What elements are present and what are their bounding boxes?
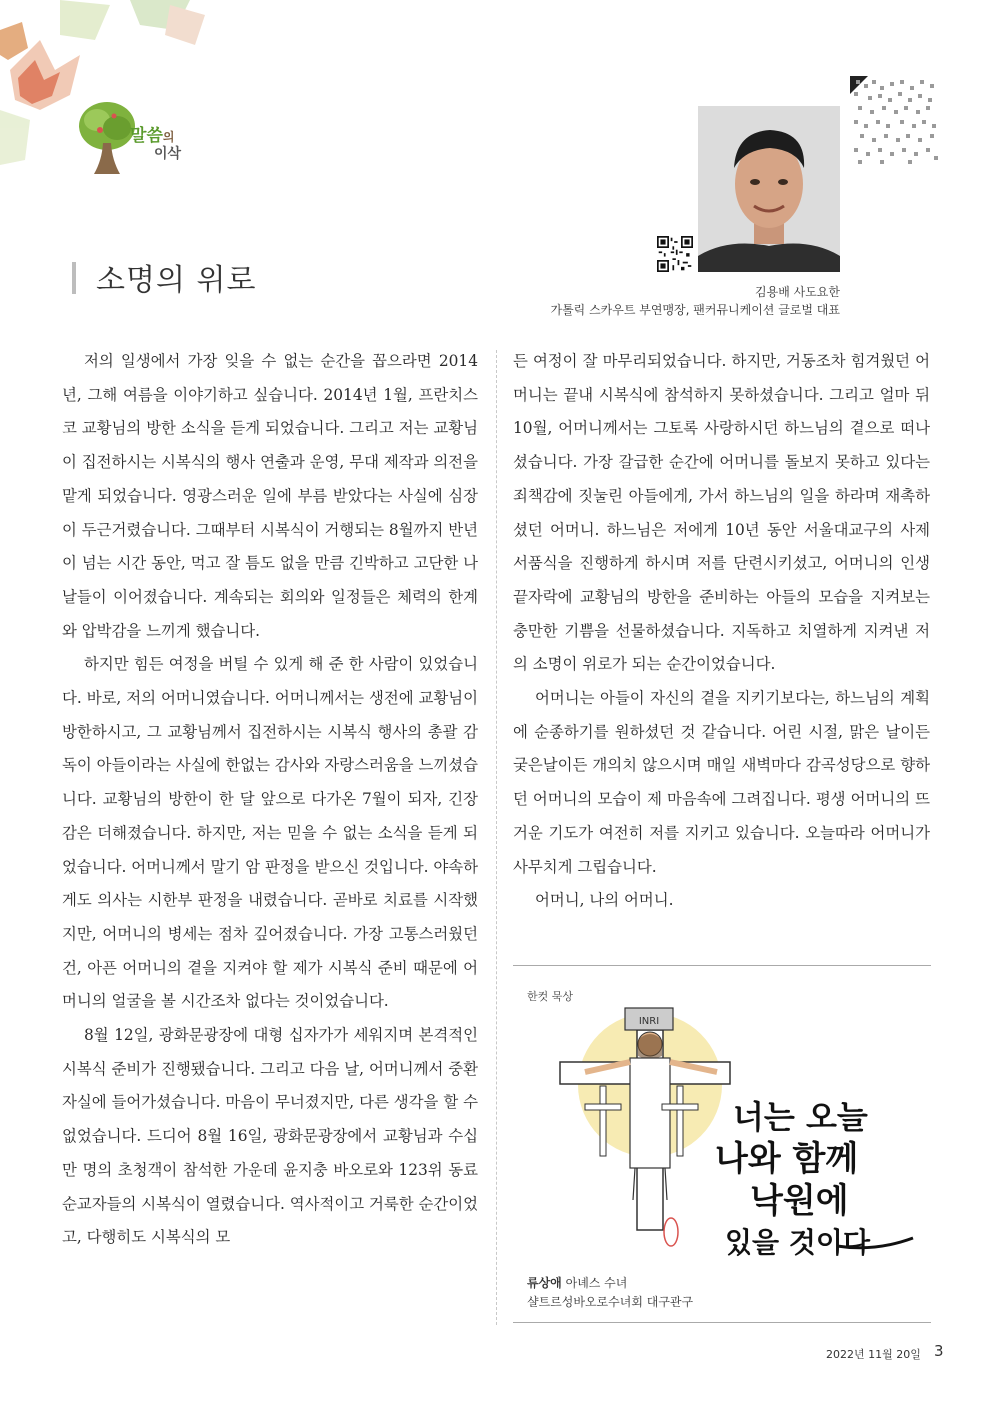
paragraph: 8월 12일, 광화문광장에 대형 십자가가 세워지며 본격적인 시복식 준비가 진행됐습니다. 그리고 다음 날, 어머니께서 중환자실에 들어가셨습니다. 마음이 무너졌지만, 다른 생각을 할 수 없었습니다. 드디어 8월 16일, 광화문광장에서 교황님과 수십만 명의 초청객이 참석한 가운데 윤지충 바오로와 123위 동료 순교자들의 시복식이 열렸습니다. 역사적이고 거룩한 순간이었고, 다행히도 시복식의 모 xyxy=(62,1026,478,1247)
page-number: 3 xyxy=(934,1342,944,1360)
artist-name: 류상애 xyxy=(527,1276,562,1290)
qr-code-icon xyxy=(850,76,940,166)
paragraph: 저의 일생에서 가장 잊을 수 없는 순간을 꼽으라면 2014년, 그해 여름을 이야기하고 싶습니다. 2014년 1월, 프란치스코 교황님의 방한 소식을 듣게 되었습니다. 그리고 저는 교황님이 집전하시는 시복식의 행사 연출과 운영, 무대 제작과 의전을 맡게 되었습니다. 영광스러운 일에 부름 받았다는 사실에 심장이 두근거렸습니다. 그때부터 시복식이 거행되는 8월까지 반년이 넘는 시간 동안, 먹고 잘 틈도 없을 만큼 긴박하고 고단한 나날들이 이어졌습니다. 계속되는 회의와 일정들은 체력의 한계와 압박감을 느끼게 했습니다. xyxy=(62,352,478,640)
article-column-left xyxy=(62,345,478,1255)
author-photo xyxy=(698,106,840,272)
title-bar xyxy=(72,262,76,294)
series-logo-part4: 이삭 xyxy=(154,146,182,162)
calligraphy-line-4: 있을 것이다 xyxy=(725,1226,870,1259)
series-logo-part3: 의 xyxy=(162,130,175,144)
author-role: 가톨릭 스카우트 부연맹장, 팬커뮤니케이션 글로벌 대표 xyxy=(550,303,840,317)
paragraph: 하지만 힘든 여정을 버틸 수 있게 해 준 한 사람이 있었습니다. 바로, 저의 어머니였습니다. 어머니께서는 생전에 교황님이 방한하시고, 그 교황님께서 집전하시는 시복식 행사의 총괄 감독이 아들이라는 사실에 한없는 감사와 자랑스러움을 느끼셨습니다. 교황님의 방한이 한 달 앞으로 다가온 7월이 되자, 긴장감은 더해졌습니다. 하지만, 저는 믿을 수 없는 소식을 듣게 되었습니다. 어머니께서 말기 암 판정을 받으신 것입니다. 야속하게도 의사는 시한부 판정을 내렸습니다. 곧바로 치료를 시작했지만, 어머니의 병세는 점차 깊어졌습니다. 가장 고통스러웠던 건, 아픈 어머니의 곁을 지켜야 할 제가 시복식 준비 때문에 어머니의 얼굴을 볼 시간조차 없다는 것이었습니다. xyxy=(62,655,478,1011)
series-logo-part1: 말 xyxy=(130,126,147,146)
meditation-label: 한컷 묵상 xyxy=(527,990,574,1003)
author-name: 김용배 사도요한 xyxy=(755,285,840,299)
page-title: 소명의 위로 xyxy=(96,263,257,298)
qr-code-icon xyxy=(657,236,693,272)
calligraphy-line-1: 너는 오늘 xyxy=(733,1098,868,1136)
calligraphy-line-3: 낙원에 xyxy=(750,1181,849,1221)
meditation-box-bottom-rule xyxy=(513,1322,931,1323)
series-logo-part2: 씀 xyxy=(146,126,163,146)
paragraph: 어머니는 아들이 자신의 곁을 지키기보다는, 하느님의 계획에 순종하기를 원하셨던 것 같습니다. 어린 시절, 맑은 날이든 궂은날이든 개의치 않으시며 매일 새벽마다 감곡성당으로 향하던 어머니의 모습이 제 마음속에 그려집니다. 평생 어머니의 뜨거운 기도가 여전히 저를 지키고 있습니다. 오늘따라 어머니가 사무치게 그립습니다. xyxy=(513,689,930,876)
sign-plate-text: INRI xyxy=(638,1016,660,1027)
meditation-box-top-rule xyxy=(513,965,931,966)
article-column-right xyxy=(513,345,930,918)
paragraph: 어머니, 나의 어머니. xyxy=(535,891,674,910)
artist-organization: 샬트르성바오로수녀회 대구관구 xyxy=(527,1295,694,1309)
paragraph: 든 여정이 잘 마무리되었습니다. 하지만, 거동조차 힘겨웠던 어머니는 끝내 시복식에 참석하지 못하셨습니다. 그리고 얼마 뒤 10월, 어머니께서는 그토록 사랑하시던 하느님의 곁으로 떠나셨습니다. 가장 갈급한 순간에 어머니를 돌보지 못하고 있다는 죄책감에 짓눌린 아들에게, 가서 하느님의 일을 하라며 재촉하셨던 어머니. 하느님은 저에게 10년 동안 서울대교구의 사제 서품식을 진행하게 하시며 저를 단련시키셨고, 어머니의 인생 끝자락에 교황님의 방한을 준비하는 아들의 모습을 지켜보는 충만한 기쁨을 선물하셨습니다. 지독하고 치열하게 지켜낸 저의 소명이 위로가 되는 순간이었습니다. xyxy=(513,352,930,674)
issue-date: 2022년 11월 20일 xyxy=(826,1348,921,1361)
meditation-artwork xyxy=(545,1000,925,1260)
artist-credit xyxy=(527,1274,627,1291)
calligraphy-line-2: 나와 함께 xyxy=(715,1139,859,1179)
artist-title: 아녜스 수녀 xyxy=(561,1276,628,1290)
column-divider xyxy=(496,350,497,1325)
series-logo xyxy=(130,128,181,161)
